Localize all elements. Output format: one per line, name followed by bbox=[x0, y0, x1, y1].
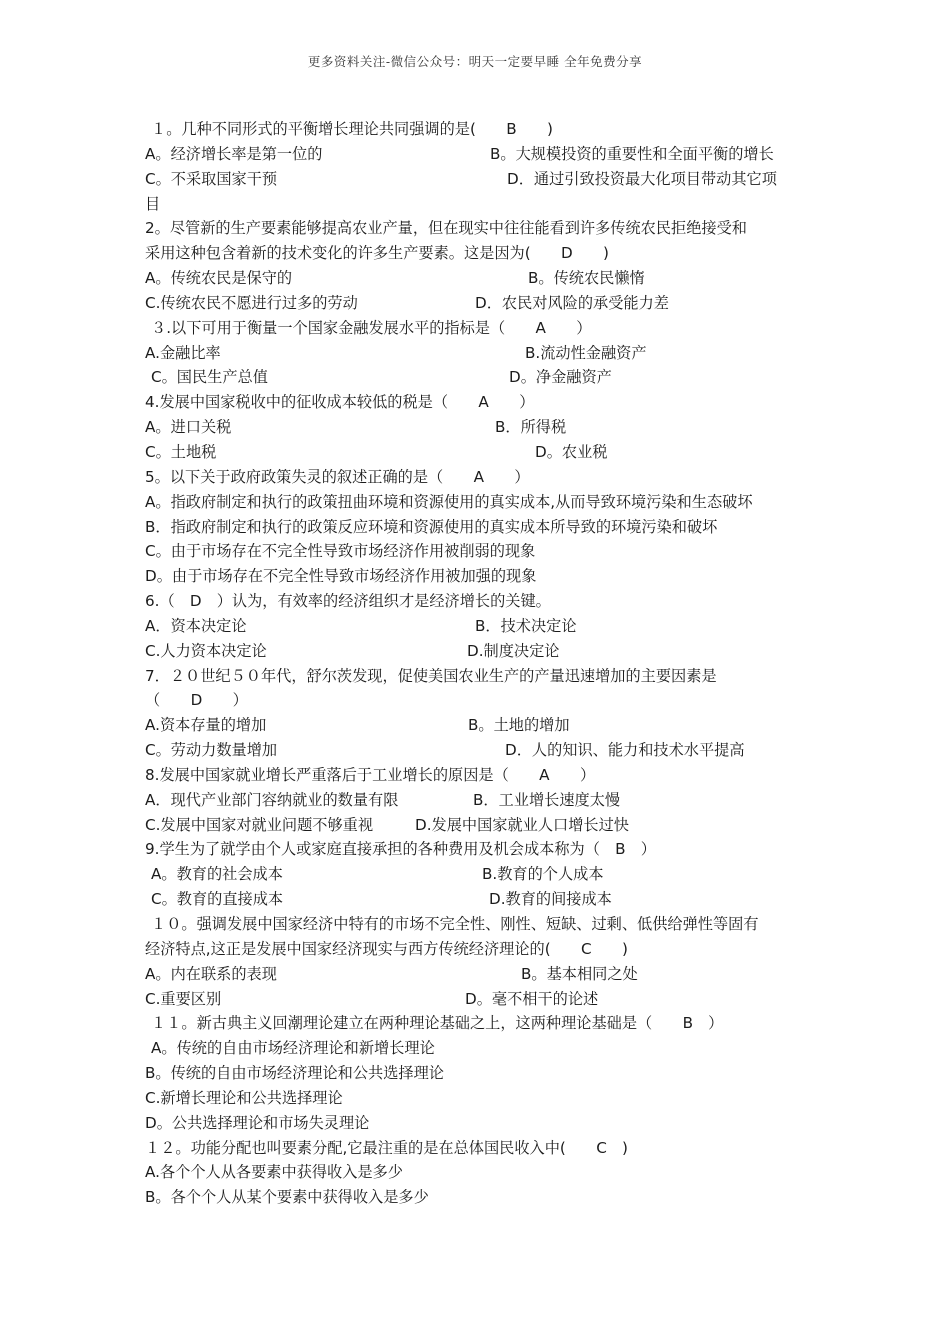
line-option-right: D．人的知识、能力和技术水平提高 bbox=[505, 741, 745, 760]
line-text: ３.以下可用于衡量一个国家金融发展水平的指标是（ A ） bbox=[151, 318, 592, 337]
text-line bbox=[145, 316, 815, 341]
line-text: C。劳动力数量增加 bbox=[145, 741, 278, 760]
line-text: C.人力资本决定论 bbox=[145, 641, 267, 660]
text-line bbox=[145, 142, 815, 167]
text-line bbox=[145, 837, 815, 862]
text-line bbox=[145, 539, 815, 564]
line-text: A．现代产业部门容纳就业的数量有限 bbox=[145, 790, 399, 809]
text-line bbox=[145, 291, 815, 316]
line-text: C。国民生产总值 bbox=[151, 368, 268, 387]
text-line bbox=[145, 1011, 815, 1036]
text-line bbox=[145, 987, 815, 1012]
line-option-right: B。大规模投资的重要性和全面平衡的增长 bbox=[490, 144, 774, 163]
line-text: A。内在联系的表现 bbox=[145, 964, 277, 983]
line-text: 经济特点,这正是发展中国家经济现实与西方传统经济理论的( C ) bbox=[145, 939, 628, 958]
text-line bbox=[145, 763, 815, 788]
text-line bbox=[145, 192, 815, 217]
line-text: 9.学生为了就学由个人或家庭直接承担的各种费用及机会成本称为（ B ） bbox=[145, 840, 656, 859]
text-line bbox=[145, 167, 815, 192]
line-text: 5。以下关于政府政策失灵的叙述正确的是（ A ） bbox=[145, 467, 530, 486]
question-list bbox=[145, 117, 815, 1210]
line-text: 2。尽管新的生产要素能够提高农业产量，但在现实中往往能看到许多传统农民拒绝接受和 bbox=[145, 219, 747, 238]
line-option-right: D．农民对风险的承受能力差 bbox=[475, 293, 669, 312]
text-line bbox=[145, 1136, 815, 1161]
text-line bbox=[145, 390, 815, 415]
text-line bbox=[145, 564, 815, 589]
text-line bbox=[145, 1185, 815, 1210]
text-line bbox=[145, 216, 815, 241]
text-line bbox=[145, 788, 815, 813]
line-text: A。经济增长率是第一位的 bbox=[145, 144, 323, 163]
text-line bbox=[145, 1086, 815, 1111]
line-text: １０。强调发展中国家经济中特有的市场不完全性、刚性、短缺、过剩、低供给弹性等固有 bbox=[151, 915, 759, 933]
line-text: C.新增长理论和公共选择理论 bbox=[145, 1088, 343, 1107]
line-option-right: D.制度决定论 bbox=[467, 641, 560, 660]
line-text: 6.（ D ）认为，有效率的经济组织才是经济增长的关键。 bbox=[145, 592, 551, 611]
line-text: C.发展中国家对就业问题不够重视 bbox=[145, 815, 374, 834]
line-text: C。教育的直接成本 bbox=[151, 890, 284, 909]
line-text: 目 bbox=[145, 194, 161, 213]
line-text: C。由于市场存在不完全性导致市场经济作用被削弱的现象 bbox=[145, 542, 536, 561]
text-line bbox=[145, 515, 815, 540]
text-line bbox=[145, 639, 815, 664]
text-line bbox=[145, 1036, 815, 1061]
line-text: A.金融比率 bbox=[145, 343, 221, 362]
text-line bbox=[145, 341, 815, 366]
line-option-right: B.教育的个人成本 bbox=[482, 865, 604, 884]
line-text: A。教育的社会成本 bbox=[151, 865, 283, 884]
text-line bbox=[145, 1061, 815, 1086]
line-text: 7．２０世纪５０年代，舒尔茨发现，促使美国农业生产的产量迅速增加的主要因素是 bbox=[145, 666, 717, 685]
text-line bbox=[145, 415, 815, 440]
line-text: A.各个个人从各要素中获得收入是多少 bbox=[145, 1163, 403, 1182]
text-line bbox=[145, 887, 815, 912]
line-text: C.传统农民不愿进行过多的劳动 bbox=[145, 293, 358, 312]
line-text: １１。新古典主义回潮理论建立在两种理论基础之上，这两种理论基础是（ B ） bbox=[151, 1014, 724, 1033]
line-option-right: B．所得税 bbox=[495, 418, 567, 437]
text-line bbox=[145, 813, 815, 838]
line-text: B。传统的自由市场经济理论和公共选择理论 bbox=[145, 1064, 444, 1083]
line-text: A。传统的自由市场经济理论和新增长理论 bbox=[151, 1039, 435, 1058]
text-line bbox=[145, 1111, 815, 1136]
line-text: C。土地税 bbox=[145, 442, 217, 461]
text-line bbox=[145, 465, 815, 490]
line-text: 4.发展中国家税收中的征收成本较低的税是（ A ） bbox=[145, 393, 535, 412]
line-option-right: B.流动性金融资产 bbox=[525, 343, 647, 362]
line-text: A。指政府制定和执行的政策扭曲环境和资源使用的真实成本,从而导致环境污染和生态破坏 bbox=[145, 492, 753, 511]
text-line bbox=[145, 440, 815, 465]
line-text: １２。功能分配也叫要素分配,它最注重的是在总体国民收入中( C ) bbox=[145, 1138, 628, 1157]
line-option-right: B．技术决定论 bbox=[475, 616, 577, 635]
line-text: A。进口关税 bbox=[145, 418, 232, 437]
text-line bbox=[145, 1160, 815, 1185]
text-line bbox=[145, 937, 815, 962]
text-line bbox=[145, 912, 815, 937]
line-text: C。不采取国家干预 bbox=[145, 169, 278, 188]
line-text: １。几种不同形式的平衡增长理论共同强调的是( B ) bbox=[151, 120, 553, 138]
text-line bbox=[145, 241, 815, 266]
text-line bbox=[145, 713, 815, 738]
line-text: A．资本决定论 bbox=[145, 616, 247, 635]
text-line bbox=[145, 664, 815, 689]
text-line bbox=[145, 589, 815, 614]
line-text: C.重要区别 bbox=[145, 989, 222, 1008]
line-option-right: D.发展中国家就业人口增长过快 bbox=[415, 815, 629, 834]
line-text: 采用这种包含着新的技术变化的许多生产要素。这是因为( D ) bbox=[145, 244, 609, 263]
text-line bbox=[145, 862, 815, 887]
line-option-right: B．工业增长速度太慢 bbox=[473, 790, 621, 809]
text-line bbox=[145, 117, 815, 142]
text-line bbox=[145, 962, 815, 987]
line-option-right: D。净金融资产 bbox=[509, 368, 612, 387]
text-line bbox=[145, 490, 815, 515]
line-option-right: D。毫不相干的论述 bbox=[465, 989, 599, 1008]
text-line bbox=[145, 614, 815, 639]
line-text: 8.发展中国家就业增长严重落后于工业增长的原因是（ A ） bbox=[145, 765, 596, 784]
text-line bbox=[145, 266, 815, 291]
line-text: A.资本存量的增加 bbox=[145, 716, 267, 735]
line-text: B。各个个人从某个要素中获得收入是多少 bbox=[145, 1188, 429, 1207]
line-option-right: D.教育的间接成本 bbox=[489, 890, 612, 909]
line-text: D。由于市场存在不完全性导致市场经济作用被加强的现象 bbox=[145, 567, 537, 586]
text-line bbox=[145, 738, 815, 763]
line-text: （ D ） bbox=[145, 691, 248, 710]
line-option-right: D．通过引致投资最大化项目带动其它项 bbox=[507, 169, 777, 188]
line-text: D。公共选择理论和市场失灵理论 bbox=[145, 1113, 370, 1132]
line-text: A。传统农民是保守的 bbox=[145, 269, 293, 288]
line-option-right: D。农业税 bbox=[535, 442, 608, 461]
text-line bbox=[145, 365, 815, 390]
text-line bbox=[145, 688, 815, 713]
line-text: B．指政府制定和执行的政策反应环境和资源使用的真实成本所导致的环境污染和破坏 bbox=[145, 517, 718, 536]
page-header: 更多资料关注-微信公众号：明天一定要早睡 全年免费分享 bbox=[307, 54, 643, 69]
line-option-right: B。土地的增加 bbox=[468, 716, 570, 735]
line-option-right: B。传统农民懒惰 bbox=[528, 269, 645, 288]
line-option-right: B。基本相同之处 bbox=[521, 964, 638, 983]
